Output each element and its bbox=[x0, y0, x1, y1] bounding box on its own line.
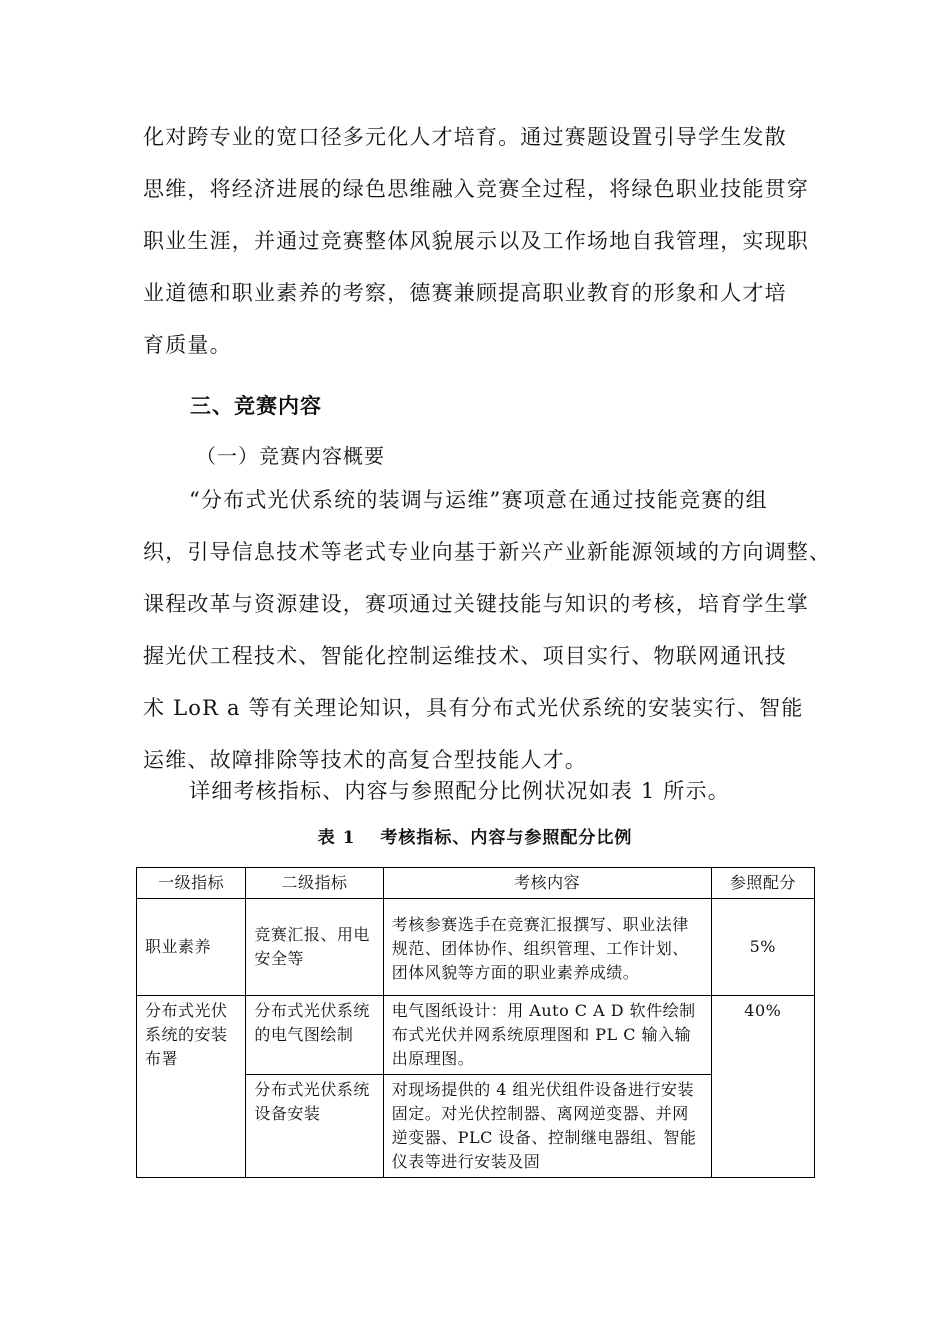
cell-content: 电气图纸设计：用 Auto C A D 软件绘制布式光伏并网系统原理图和 PL C 输入输出原理图。 bbox=[383, 996, 711, 1075]
cell-content: 对现场提供的 4 组光伏组件设备进行安装固定。对光伏控制器、离网逆变器、并网逆变器、PLC 设备、控制继电器组、智能仪表等进行安装及固 bbox=[383, 1075, 711, 1178]
cell-level1: 分布式光伏系统的安装布署 bbox=[137, 996, 246, 1178]
cell-score: 40% bbox=[711, 996, 814, 1178]
text-line: 化对跨专业的宽口径多元化人才培育。通过赛题设置引导学生发散 bbox=[143, 125, 787, 149]
text-line: “分布式光伏系统的装调与运维”赛项意在通过技能竞赛的组 bbox=[189, 488, 768, 512]
header-level2: 二级指标 bbox=[246, 868, 383, 899]
header-level1: 一级指标 bbox=[137, 868, 246, 899]
text-line: 织，引导信息技术等老式专业向基于新兴产业新能源领域的方向调整、 bbox=[143, 540, 832, 564]
subsection-heading: （一）竞赛内容概要 bbox=[196, 444, 385, 468]
cell-score: 5% bbox=[711, 899, 814, 996]
table-caption: 表 1 考核指标、内容与参照配分比例 bbox=[317, 828, 633, 848]
section-heading: 三、竞赛内容 bbox=[190, 393, 322, 418]
header-score: 参照配分 bbox=[711, 868, 814, 899]
paragraph-table-intro bbox=[143, 765, 813, 817]
text-line: 育质量。 bbox=[143, 333, 232, 357]
paragraph-talent-cultivation bbox=[143, 111, 813, 371]
cell-content: 考核参赛选手在竞赛汇报撰写、职业法律规范、团体协作、组织管理、工作计划、团体风貌等方面的职业素养成绩。 bbox=[383, 899, 711, 996]
text-line: 术 LoR a 等有关理论知识，具有分布式光伏系统的安装实行、智能 bbox=[143, 696, 804, 720]
cell-level2: 分布式光伏系统设备安装 bbox=[246, 1075, 383, 1178]
cell-level2: 竞赛汇报、用电安全等 bbox=[246, 899, 383, 996]
table-row bbox=[137, 996, 815, 1075]
text-line: 运维、故障排除等技术的高复合型技能人才。 bbox=[143, 748, 587, 772]
text-line: 课程改革与资源建设，赛项通过关键技能与知识的考核，培育学生掌 bbox=[143, 592, 809, 616]
table-row bbox=[137, 899, 815, 996]
table-header-row bbox=[137, 868, 815, 899]
paragraph-competition-summary bbox=[143, 474, 832, 786]
text-line: 详细考核指标、内容与参照配分比例状况如表 1 所示。 bbox=[189, 779, 730, 803]
cell-level1: 职业素养 bbox=[137, 899, 246, 996]
text-line: 思维，将经济进展的绿色思维融入竞赛全过程，将绿色职业技能贯穿 bbox=[143, 177, 809, 201]
text-line: 职业生涯，并通过竞赛整体风貌展示以及工作场地自我管理，实现职 bbox=[143, 229, 809, 253]
cell-level2: 分布式光伏系统的电气图绘制 bbox=[246, 996, 383, 1075]
text-line: 业道德和职业素养的考察，德赛兼顾提高职业教育的形象和人才培 bbox=[143, 281, 787, 305]
header-content: 考核内容 bbox=[383, 868, 711, 899]
text-line: 握光伏工程技术、智能化控制运维技术、项目实行、物联网通讯技 bbox=[143, 644, 787, 668]
assessment-table bbox=[136, 867, 815, 1178]
